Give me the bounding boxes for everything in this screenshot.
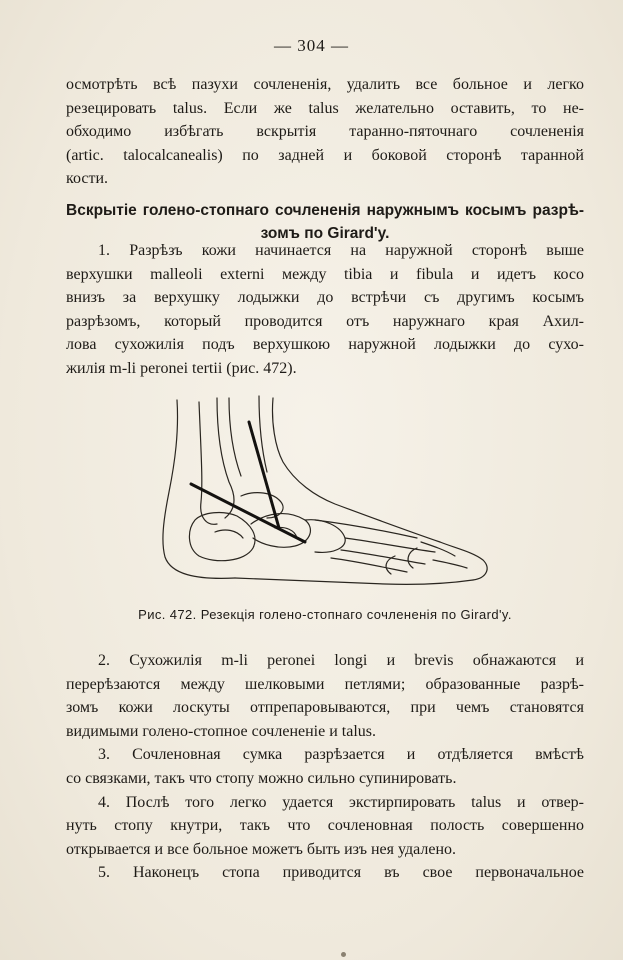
text-line: осмотрѣть всѣ пазухи сочлененія, удалить все больное и легко: [66, 76, 584, 93]
text-line: зомъ кожи лоскуты отпрепаровываются, при чемъ становятся: [66, 699, 584, 717]
text-line: кости.: [66, 170, 109, 188]
section-heading-line: Вскрытіе голено-стопнаго сочлененія наружнымъ косымъ разрѣ-: [66, 202, 584, 219]
text-line: жилія m-li peronei tertii (рис. 472).: [66, 359, 297, 377]
section-heading-line: зомъ по Girard'y.: [260, 225, 390, 242]
text-line: 5. Наконецъ стопа приводится въ свое первоначальное: [98, 864, 584, 882]
steps-paragraphs: [66, 649, 584, 885]
text-line: со связками, такъ что стопу можно сильно супинировать.: [66, 769, 457, 787]
text-line: разрѣзомъ, который проводится отъ наружнаго края Ахил-: [66, 312, 584, 330]
text-line: открывается и все больное можетъ быть изъ нея удалено.: [66, 840, 457, 858]
text-line: видимыми голено-стопное сочлененіе и talus.: [66, 722, 376, 740]
text-line: верхушки malleoli externi между tibia и fibula и идетъ косо: [66, 265, 584, 283]
text-line: 1. Разрѣзъ кожи начинается на наружной сторонѣ выше: [98, 242, 584, 259]
page-number: — 304 —: [274, 36, 349, 55]
intro-paragraph: [66, 73, 584, 191]
text-line: лова сухожилія подъ верхушкою наружной лодыжки до сухо-: [66, 336, 584, 354]
text-line: резецировать talus. Если же talus желательно оставить, то не-: [66, 99, 584, 117]
text-line: 3. Сочленовная сумка разрѣзается и отдѣляется вмѣстѣ: [98, 746, 584, 764]
text-line: обходимо избѣгать вскрытія таранно-пяточнаго сочлененія: [66, 123, 584, 141]
foot-illustration: [155, 392, 495, 592]
text-line: 4. Послѣ того легко удается экстирпировать talus и отвер-: [98, 793, 584, 811]
step-1-paragraph: [66, 239, 584, 381]
text-line: нуть стопу кнутри, такъ что сочленовная полость совершенно: [66, 817, 584, 835]
text-line: (artic. talocalcanealis) по задней и боковой сторонѣ таранной: [66, 146, 584, 164]
figure-caption: Рис. 472. Резекція голено-стопнаго сочлененія по Girard'y.: [138, 607, 512, 622]
text-line: внизъ за верхушку лодыжки до встрѣчи съ другимъ косымъ: [66, 289, 584, 307]
paper-speck: [341, 952, 346, 957]
text-line: 2. Сухожилія m-li peronei longi и brevis обнажаются и: [98, 652, 584, 669]
text-line: перерѣзаются между шелковыми петлями; образованные разрѣ-: [66, 675, 584, 693]
